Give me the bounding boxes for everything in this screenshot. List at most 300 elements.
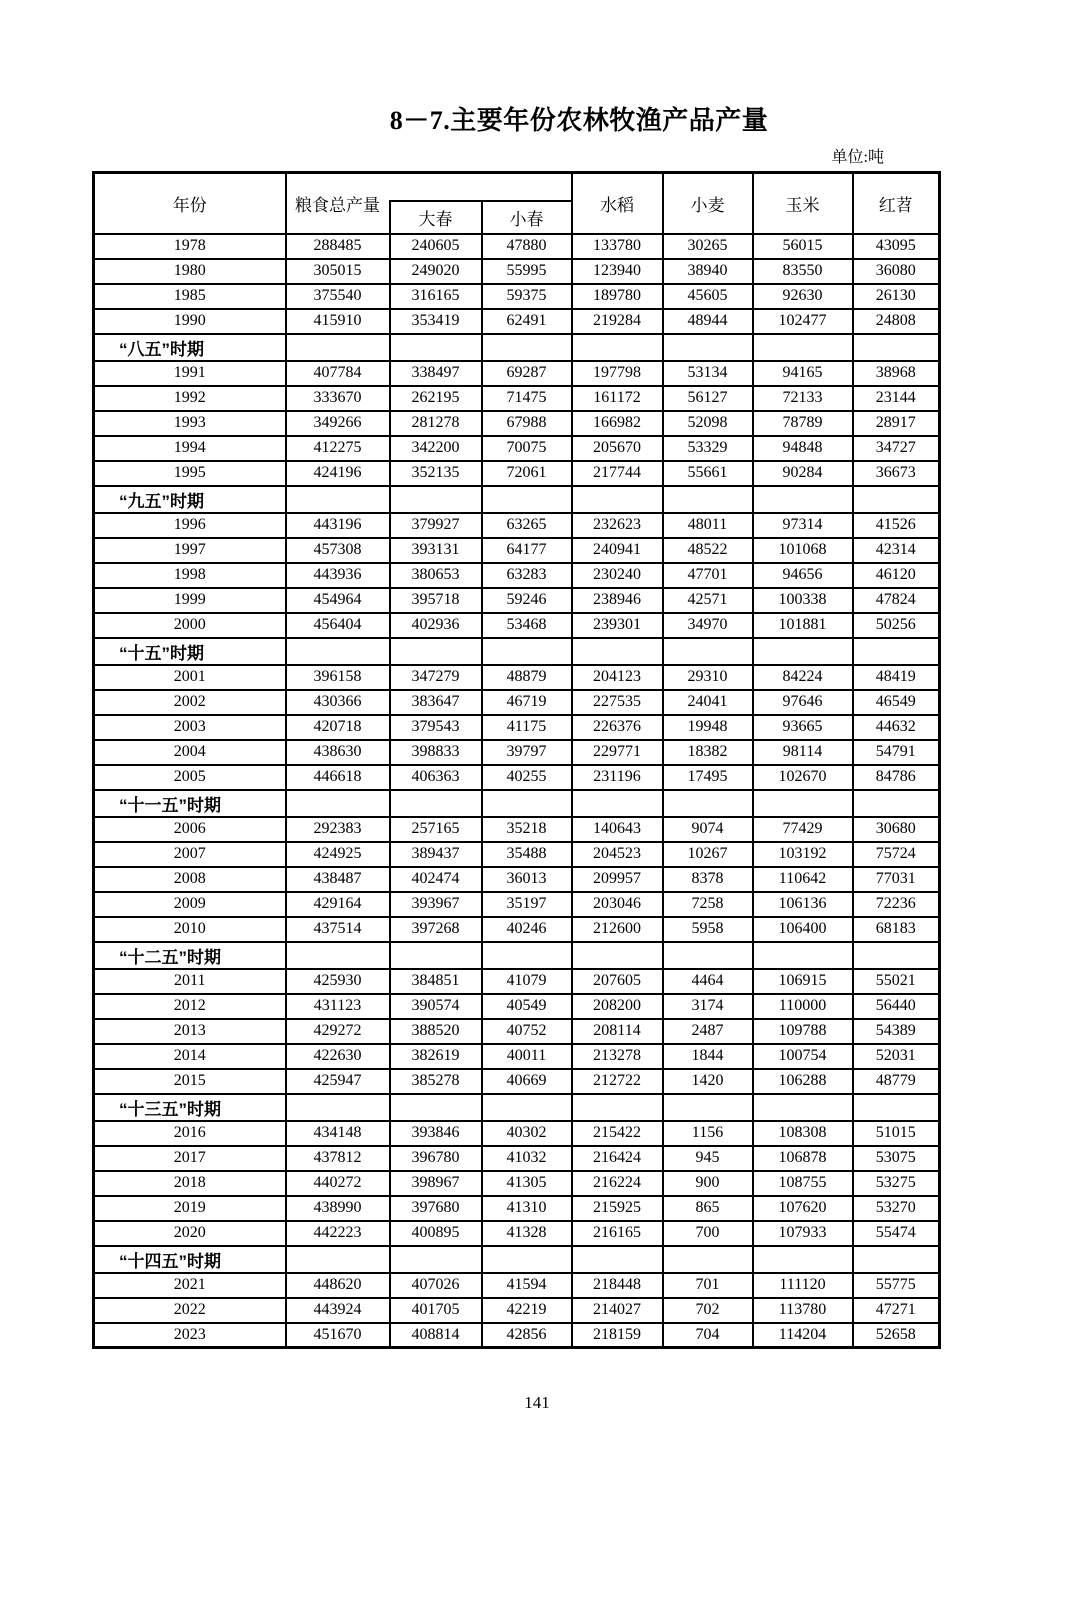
value-cell: 402936 [390, 613, 482, 638]
value-cell: 71475 [482, 386, 572, 411]
value-cell: 431123 [286, 994, 390, 1019]
value-cell: 166982 [572, 411, 663, 436]
value-cell [482, 942, 572, 969]
value-cell: 231196 [572, 765, 663, 790]
value-cell: 440272 [286, 1171, 390, 1196]
value-cell [753, 942, 853, 969]
table-row [94, 234, 940, 259]
table-row [94, 538, 940, 563]
period-row [94, 486, 940, 513]
value-cell: 50256 [853, 613, 940, 638]
value-cell: 437812 [286, 1146, 390, 1171]
value-cell: 69287 [482, 361, 572, 386]
year-cell: 2015 [94, 1069, 286, 1094]
value-cell: 407026 [390, 1273, 482, 1298]
value-cell: 48879 [482, 665, 572, 690]
value-cell: 209957 [572, 867, 663, 892]
value-cell [853, 486, 940, 513]
value-cell [753, 638, 853, 665]
value-cell: 448620 [286, 1273, 390, 1298]
value-cell: 56440 [853, 994, 940, 1019]
year-cell: 2005 [94, 765, 286, 790]
value-cell: 34727 [853, 436, 940, 461]
table-row [94, 513, 940, 538]
value-cell: 349266 [286, 411, 390, 436]
value-cell: 443196 [286, 513, 390, 538]
value-cell: 52658 [853, 1323, 940, 1348]
value-cell: 240605 [390, 234, 482, 259]
table-row [94, 1298, 940, 1323]
value-cell [853, 638, 940, 665]
table-row [94, 361, 940, 386]
value-cell [390, 638, 482, 665]
value-cell: 393967 [390, 892, 482, 917]
value-cell: 55995 [482, 259, 572, 284]
page-number: 141 [524, 1393, 550, 1412]
table-row [94, 1146, 940, 1171]
value-cell: 97314 [753, 513, 853, 538]
value-cell: 239301 [572, 613, 663, 638]
col-header-rice: 水稻 [572, 173, 663, 234]
year-cell: 2016 [94, 1121, 286, 1146]
value-cell: 72236 [853, 892, 940, 917]
value-cell: 83550 [753, 259, 853, 284]
value-cell: 40246 [482, 917, 572, 942]
value-cell: 18382 [663, 740, 753, 765]
value-cell [390, 1094, 482, 1121]
value-cell: 232623 [572, 513, 663, 538]
table-row [94, 842, 940, 867]
value-cell: 108755 [753, 1171, 853, 1196]
value-cell: 40255 [482, 765, 572, 790]
value-cell: 442223 [286, 1221, 390, 1246]
value-cell: 94848 [753, 436, 853, 461]
value-cell [286, 334, 390, 361]
value-cell [390, 334, 482, 361]
value-cell: 397680 [390, 1196, 482, 1221]
value-cell: 114204 [753, 1323, 853, 1348]
value-cell: 113780 [753, 1298, 853, 1323]
value-cell: 701 [663, 1273, 753, 1298]
value-cell: 48011 [663, 513, 753, 538]
value-cell [390, 1246, 482, 1273]
value-cell: 212722 [572, 1069, 663, 1094]
value-cell: 443924 [286, 1298, 390, 1323]
year-cell: 2004 [94, 740, 286, 765]
value-cell [286, 486, 390, 513]
year-cell: 2002 [94, 690, 286, 715]
value-cell: 216424 [572, 1146, 663, 1171]
value-cell: 219284 [572, 309, 663, 334]
value-cell: 40752 [482, 1019, 572, 1044]
value-cell: 46549 [853, 690, 940, 715]
value-cell: 38968 [853, 361, 940, 386]
value-cell: 456404 [286, 613, 390, 638]
value-cell: 342200 [390, 436, 482, 461]
value-cell: 52031 [853, 1044, 940, 1069]
value-cell: 47880 [482, 234, 572, 259]
value-cell: 53275 [853, 1171, 940, 1196]
value-cell: 425930 [286, 969, 390, 994]
table-row [94, 563, 940, 588]
value-cell: 56015 [753, 234, 853, 259]
value-cell: 43095 [853, 234, 940, 259]
value-cell: 203046 [572, 892, 663, 917]
table-row [94, 665, 940, 690]
year-cell: 2003 [94, 715, 286, 740]
value-cell: 704 [663, 1323, 753, 1348]
value-cell: 53075 [853, 1146, 940, 1171]
value-cell: 94165 [753, 361, 853, 386]
value-cell: 207605 [572, 969, 663, 994]
value-cell: 29310 [663, 665, 753, 690]
year-cell: 2013 [94, 1019, 286, 1044]
value-cell [572, 790, 663, 817]
period-row [94, 334, 940, 361]
value-cell: 257165 [390, 817, 482, 842]
value-cell [286, 1246, 390, 1273]
value-cell [286, 942, 390, 969]
value-cell: 110000 [753, 994, 853, 1019]
value-cell: 408814 [390, 1323, 482, 1348]
value-cell: 281278 [390, 411, 482, 436]
table-row [94, 740, 940, 765]
period-label: “十三五”时期 [94, 1094, 286, 1121]
value-cell: 229771 [572, 740, 663, 765]
value-cell [663, 1094, 753, 1121]
value-cell: 382619 [390, 1044, 482, 1069]
year-cell: 2014 [94, 1044, 286, 1069]
value-cell [572, 1094, 663, 1121]
value-cell: 900 [663, 1171, 753, 1196]
value-cell [390, 942, 482, 969]
year-cell: 2001 [94, 665, 286, 690]
value-cell: 402474 [390, 867, 482, 892]
value-cell [572, 1246, 663, 1273]
value-cell: 1844 [663, 1044, 753, 1069]
value-cell: 393846 [390, 1121, 482, 1146]
value-cell: 347279 [390, 665, 482, 690]
value-cell: 429164 [286, 892, 390, 917]
value-cell: 44632 [853, 715, 940, 740]
value-cell [482, 790, 572, 817]
value-cell: 39797 [482, 740, 572, 765]
year-cell: 1998 [94, 563, 286, 588]
value-cell: 106136 [753, 892, 853, 917]
table-row [94, 1221, 940, 1246]
value-cell: 54791 [853, 740, 940, 765]
value-cell: 393131 [390, 538, 482, 563]
value-cell: 72061 [482, 461, 572, 486]
table-row [94, 917, 940, 942]
value-cell: 396158 [286, 665, 390, 690]
value-cell: 292383 [286, 817, 390, 842]
value-cell: 218159 [572, 1323, 663, 1348]
value-cell [753, 790, 853, 817]
value-cell: 36673 [853, 461, 940, 486]
col-header-dachun: 大春 [390, 201, 482, 234]
value-cell: 41328 [482, 1221, 572, 1246]
value-cell: 214027 [572, 1298, 663, 1323]
col-header-year: 年份 [94, 173, 286, 234]
value-cell: 205670 [572, 436, 663, 461]
value-cell [753, 1246, 853, 1273]
value-cell: 77031 [853, 867, 940, 892]
value-cell: 424925 [286, 842, 390, 867]
col-header-corn: 玉米 [753, 173, 853, 234]
value-cell [390, 790, 482, 817]
table-row [94, 690, 940, 715]
value-cell: 457308 [286, 538, 390, 563]
value-cell: 94656 [753, 563, 853, 588]
col-header-grain-total: 粮食总产量 [286, 173, 390, 234]
value-cell: 48779 [853, 1069, 940, 1094]
period-row [94, 1246, 940, 1273]
year-cell: 2009 [94, 892, 286, 917]
year-cell: 2022 [94, 1298, 286, 1323]
period-row [94, 942, 940, 969]
value-cell [853, 1094, 940, 1121]
value-cell [482, 334, 572, 361]
table-row [94, 386, 940, 411]
table-row [94, 994, 940, 1019]
value-cell: 36080 [853, 259, 940, 284]
value-cell: 102670 [753, 765, 853, 790]
value-cell: 106288 [753, 1069, 853, 1094]
year-cell: 2000 [94, 613, 286, 638]
table-row [94, 892, 940, 917]
value-cell: 702 [663, 1298, 753, 1323]
value-cell: 41032 [482, 1146, 572, 1171]
value-cell: 352135 [390, 461, 482, 486]
value-cell: 425947 [286, 1069, 390, 1094]
value-cell: 240941 [572, 538, 663, 563]
year-cell: 1980 [94, 259, 286, 284]
value-cell: 54389 [853, 1019, 940, 1044]
value-cell: 41175 [482, 715, 572, 740]
value-cell: 227535 [572, 690, 663, 715]
value-cell: 46120 [853, 563, 940, 588]
year-cell: 1994 [94, 436, 286, 461]
col-header-wheat: 小麦 [663, 173, 753, 234]
year-cell: 2012 [94, 994, 286, 1019]
value-cell [286, 638, 390, 665]
value-cell: 101881 [753, 613, 853, 638]
table-row [94, 715, 940, 740]
value-cell: 106878 [753, 1146, 853, 1171]
value-cell: 353419 [390, 309, 482, 334]
value-cell: 48522 [663, 538, 753, 563]
period-label: “十四五”时期 [94, 1246, 286, 1273]
value-cell: 1420 [663, 1069, 753, 1094]
value-cell: 215422 [572, 1121, 663, 1146]
value-cell: 390574 [390, 994, 482, 1019]
value-cell: 110642 [753, 867, 853, 892]
value-cell: 398967 [390, 1171, 482, 1196]
table-row [94, 765, 940, 790]
value-cell: 48419 [853, 665, 940, 690]
value-cell [390, 486, 482, 513]
value-cell [753, 334, 853, 361]
value-cell: 401705 [390, 1298, 482, 1323]
table-row [94, 969, 940, 994]
value-cell: 75724 [853, 842, 940, 867]
value-cell: 67988 [482, 411, 572, 436]
year-cell: 1997 [94, 538, 286, 563]
value-cell: 430366 [286, 690, 390, 715]
year-cell: 1990 [94, 309, 286, 334]
value-cell: 7258 [663, 892, 753, 917]
year-cell: 1978 [94, 234, 286, 259]
value-cell: 446618 [286, 765, 390, 790]
value-cell: 17495 [663, 765, 753, 790]
year-cell: 1999 [94, 588, 286, 613]
value-cell: 56127 [663, 386, 753, 411]
value-cell: 59375 [482, 284, 572, 309]
value-cell [663, 486, 753, 513]
value-cell: 215925 [572, 1196, 663, 1221]
table-row [94, 1171, 940, 1196]
value-cell: 93665 [753, 715, 853, 740]
value-cell: 434148 [286, 1121, 390, 1146]
value-cell: 23144 [853, 386, 940, 411]
value-cell: 218448 [572, 1273, 663, 1298]
value-cell: 383647 [390, 690, 482, 715]
value-cell: 77429 [753, 817, 853, 842]
value-cell: 24041 [663, 690, 753, 715]
value-cell [572, 942, 663, 969]
value-cell: 865 [663, 1196, 753, 1221]
year-cell: 2010 [94, 917, 286, 942]
table-body [94, 234, 940, 1348]
value-cell: 5958 [663, 917, 753, 942]
year-cell: 2008 [94, 867, 286, 892]
value-cell: 40669 [482, 1069, 572, 1094]
document-page [0, 100, 1074, 1620]
value-cell: 398833 [390, 740, 482, 765]
value-cell: 397268 [390, 917, 482, 942]
value-cell: 216224 [572, 1171, 663, 1196]
value-cell [482, 638, 572, 665]
value-cell [572, 638, 663, 665]
table-row [94, 1196, 940, 1221]
value-cell: 55775 [853, 1273, 940, 1298]
value-cell: 42314 [853, 538, 940, 563]
period-label: “八五”时期 [94, 334, 286, 361]
value-cell [663, 790, 753, 817]
period-label: “十五”时期 [94, 638, 286, 665]
value-cell: 389437 [390, 842, 482, 867]
table-row [94, 613, 940, 638]
value-cell: 52098 [663, 411, 753, 436]
year-cell: 1993 [94, 411, 286, 436]
value-cell: 451670 [286, 1323, 390, 1348]
value-cell: 197798 [572, 361, 663, 386]
value-cell: 107620 [753, 1196, 853, 1221]
value-cell [286, 790, 390, 817]
value-cell: 305015 [286, 259, 390, 284]
value-cell: 429272 [286, 1019, 390, 1044]
value-cell: 212600 [572, 917, 663, 942]
value-cell: 84786 [853, 765, 940, 790]
value-cell [753, 486, 853, 513]
value-cell: 42219 [482, 1298, 572, 1323]
table-row [94, 1323, 940, 1348]
value-cell: 40549 [482, 994, 572, 1019]
value-cell [753, 1094, 853, 1121]
year-cell: 2006 [94, 817, 286, 842]
value-cell: 97646 [753, 690, 853, 715]
value-cell: 249020 [390, 259, 482, 284]
year-cell: 2017 [94, 1146, 286, 1171]
value-cell: 36013 [482, 867, 572, 892]
table-row [94, 588, 940, 613]
value-cell: 106400 [753, 917, 853, 942]
table-row [94, 1044, 940, 1069]
value-cell: 84224 [753, 665, 853, 690]
value-cell: 111120 [753, 1273, 853, 1298]
value-cell: 10267 [663, 842, 753, 867]
year-cell: 1991 [94, 361, 286, 386]
value-cell: 316165 [390, 284, 482, 309]
value-cell: 3174 [663, 994, 753, 1019]
value-cell: 4464 [663, 969, 753, 994]
value-cell: 55661 [663, 461, 753, 486]
year-cell: 2020 [94, 1221, 286, 1246]
value-cell: 230240 [572, 563, 663, 588]
value-cell: 40011 [482, 1044, 572, 1069]
value-cell: 213278 [572, 1044, 663, 1069]
value-cell: 34970 [663, 613, 753, 638]
period-row [94, 638, 940, 665]
value-cell: 92630 [753, 284, 853, 309]
value-cell: 53134 [663, 361, 753, 386]
col-header-sweet-potato: 红苕 [853, 173, 940, 234]
value-cell: 333670 [286, 386, 390, 411]
table-row [94, 309, 940, 334]
year-cell: 2021 [94, 1273, 286, 1298]
value-cell: 204523 [572, 842, 663, 867]
value-cell: 133780 [572, 234, 663, 259]
value-cell: 70075 [482, 436, 572, 461]
value-cell: 217744 [572, 461, 663, 486]
value-cell: 161172 [572, 386, 663, 411]
value-cell: 40302 [482, 1121, 572, 1146]
value-cell: 420718 [286, 715, 390, 740]
value-cell: 412275 [286, 436, 390, 461]
value-cell [853, 334, 940, 361]
value-cell: 55021 [853, 969, 940, 994]
value-cell: 338497 [390, 361, 482, 386]
value-cell [853, 942, 940, 969]
year-cell: 1995 [94, 461, 286, 486]
value-cell: 26130 [853, 284, 940, 309]
value-cell: 45605 [663, 284, 753, 309]
value-cell: 395718 [390, 588, 482, 613]
value-cell: 238946 [572, 588, 663, 613]
year-cell: 1992 [94, 386, 286, 411]
value-cell: 208200 [572, 994, 663, 1019]
value-cell: 123940 [572, 259, 663, 284]
value-cell: 108308 [753, 1121, 853, 1146]
value-cell: 68183 [853, 917, 940, 942]
value-cell: 19948 [663, 715, 753, 740]
value-cell: 90284 [753, 461, 853, 486]
value-cell: 64177 [482, 538, 572, 563]
value-cell: 140643 [572, 817, 663, 842]
value-cell: 47824 [853, 588, 940, 613]
value-cell: 41526 [853, 513, 940, 538]
